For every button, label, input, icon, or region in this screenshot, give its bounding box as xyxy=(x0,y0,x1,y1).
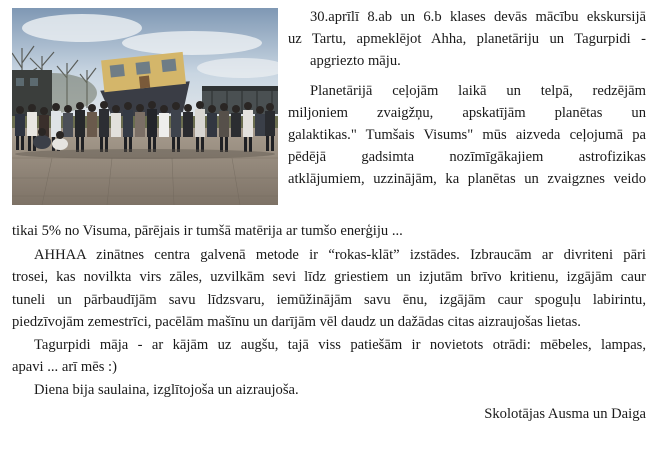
text-line: pēdējā gadsimta nozīmīgākajiem astrofizikas xyxy=(288,149,646,166)
paragraph-upside-down-house xyxy=(12,334,646,378)
paragraph-planetarium xyxy=(288,80,646,191)
paragraph-closing: Diena bija saulaina, izglītojoša un aizraujoša. xyxy=(34,382,299,399)
full-text-column xyxy=(12,220,646,425)
text-line: atklājumiem, uzzinājām, ka planētas un zvaigznes veido xyxy=(288,171,646,188)
group-photo-image xyxy=(12,8,278,205)
group-photo xyxy=(12,8,278,205)
text-line: miljoniem zvaigžņu, apskatījām planētas un xyxy=(288,104,646,121)
text-line: piedzīvojām zemestrīci, pacēlām mašīnu un darījām vēl daudz un dažādas citas aizraujošas lietas. xyxy=(12,313,581,330)
text-line: tuneli un pārbaudījām savu līdzsvaru, iemūžinājām savu ēnu, izgājām caur spoguļu labirintu, xyxy=(12,291,646,308)
text-line: apavi ... arī mēs :) xyxy=(12,359,117,376)
side-text-column xyxy=(288,6,646,191)
text-line: 30.aprīlī 8.ab un 6.b klases devās mācību ekskursijā xyxy=(310,9,646,25)
text-line: Planetārijā ceļojām laikā un telpā, redzējām xyxy=(310,82,646,99)
paragraph-intro xyxy=(288,6,646,73)
text-line: Tagurpidi māja - ar kājām uz augšu, tajā viss patiešām ir novietots otrādi: mēbeles, lampas, xyxy=(34,336,646,353)
text-line: tikai 5% no Visuma, pārējais ir tumšā matērija ar tumšo enerģiju ... xyxy=(12,223,403,239)
text-line: AHHAA zinātnes centra galvenā metode ir “rokas-klāt” izstādes. Izbraucām ar divriteni pāri xyxy=(34,247,646,264)
text-line: trosei, kas novilkta virs zāles, uzvilkām sevi līdz griestiem un izjutām brīvo kritienu, izgājām caur xyxy=(12,269,646,286)
text-line: galaktikas." Tumšais Visums" mūs aizveda ceļojumā pa xyxy=(288,126,646,143)
signature: Skolotājas Ausma un Daiga xyxy=(484,405,646,422)
text-line: uz Tartu, apmeklējot Ahha, planetāriju un Tagurpidi - xyxy=(288,31,646,48)
paragraph-ahhaa xyxy=(12,244,646,333)
text-line: apgriezto māju. xyxy=(310,53,401,70)
